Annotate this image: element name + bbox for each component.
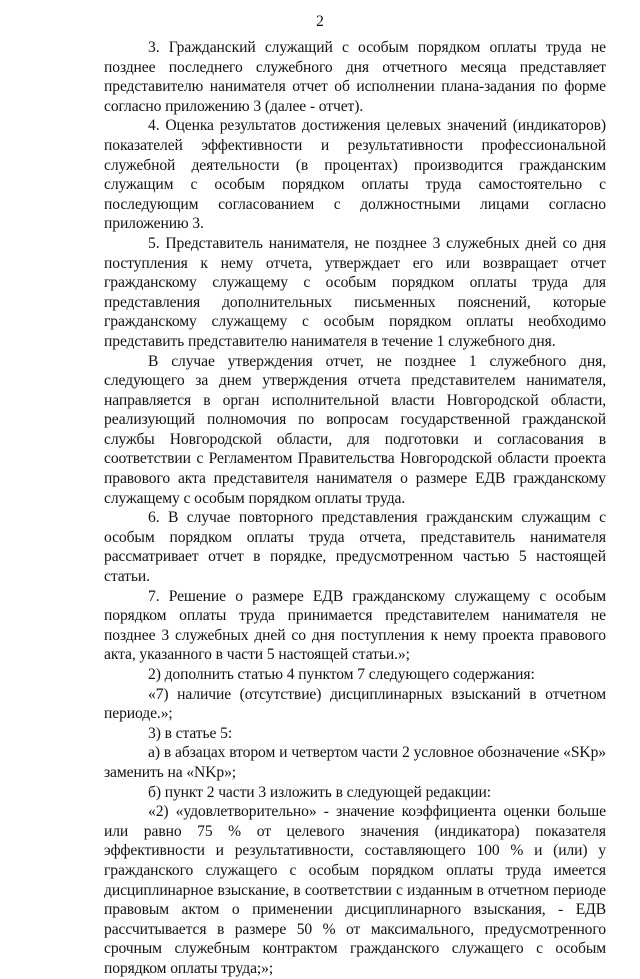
paragraph-part-5: 5. Представитель нанимателя, не позднее 3 служебных дней со дня поступления к нему отчета, утверждает его или возвращает отчет гражданскому служащему с особым порядком оплаты труда для представления дополнительных письменных пояснений, которые гражданскому служащему с особым порядком оплаты необходимо представить представителю нанимателя в течение 1 служебного дня.	[104, 234, 606, 350]
paragraph-part-4: 4. Оценка результатов достижения целевых значений (индикаторов) показателей эффективности и результативности профессиональной служебной деятельности (в процентах) производится гражданским служащим с особым порядком оплаты труда самостоятельно с последующим согласованием с должностными лицами согласно приложению 3.	[104, 117, 606, 233]
paragraph-subitem-b: б) пункт 2 части 3 изложить в следующей редакции:	[148, 783, 492, 801]
paragraph-quoted-point-7: «7) наличие (отсутствие) дисциплинарных взысканий в отчетном периоде.»;	[104, 685, 606, 723]
paragraph-part-6: 6. В случае повторного представления гражданским служащим с особым порядком оплаты труда отчета, представитель нанимателя рассматривает отчет в порядке, предусмотренном частью 5 настоящей статьи.	[104, 509, 606, 586]
paragraph-part-3: 3. Гражданский служащий с особым порядком оплаты труда не позднее последнего служебного дня отчетного месяца представляет представителю нанимателя отчет об исполнении плана-задания по форме согласно приложению 3 (далее - отчет).	[104, 39, 606, 115]
paragraph-item-2: 2) дополнить статью 4 пунктом 7 следующего содержания:	[148, 666, 535, 683]
paragraph-item-3: 3) в статье 5:	[148, 724, 233, 742]
paragraph-quoted-point-2: «2) «удовлетворительно» - значение коэффициента оценки больше или равно 75 % от целевого значения (индикатора) показателя эффективности и результативности, составляющего 100 % и (или) у гражданского служащего с особым порядком оплаты труда имеется дисциплинарное взыскание, в соответствии с изданным в отчетном периоде правовым актом о применении дисциплинарного взыскания, - ЕДВ рассчитывается в размере 50 % от максимального, предусмотренного срочным служебным контрактом гражданского служащего с особым порядком оплаты труда;»;	[104, 803, 606, 977]
document-body	[104, 38, 606, 979]
paragraph-subitem-a: а) в абзацах втором и четвертом части 2 условное обозначение «SKр» заменить на «NKр»;	[104, 744, 606, 781]
paragraph-part-7: 7. Решение о размере ЕДВ гражданскому служащему с особым порядком оплаты труда принимается представителем нанимателя не позднее 3 служебных дней со дня поступления к нему проекта правового акта, указанного в части 5 настоящей статьи.»;	[104, 587, 606, 664]
page-number: 2	[316, 13, 324, 30]
paragraph-approval-case: В случае утверждения отчет, не позднее 1 служебного дня, следующего за днем утверждения отчета представителем нанимателя, направляется в орган исполнительной власти Новгородской области, реализующий полномочия по вопросам государственной гражданской службы Новгородской области, для подготовки и согласования в соответствии с Регламентом Правительства Новгородской области проекта правового акта представителя нанимателя о размере ЕДВ гражданскому служащему с особым порядком оплаты труда.	[104, 352, 606, 507]
